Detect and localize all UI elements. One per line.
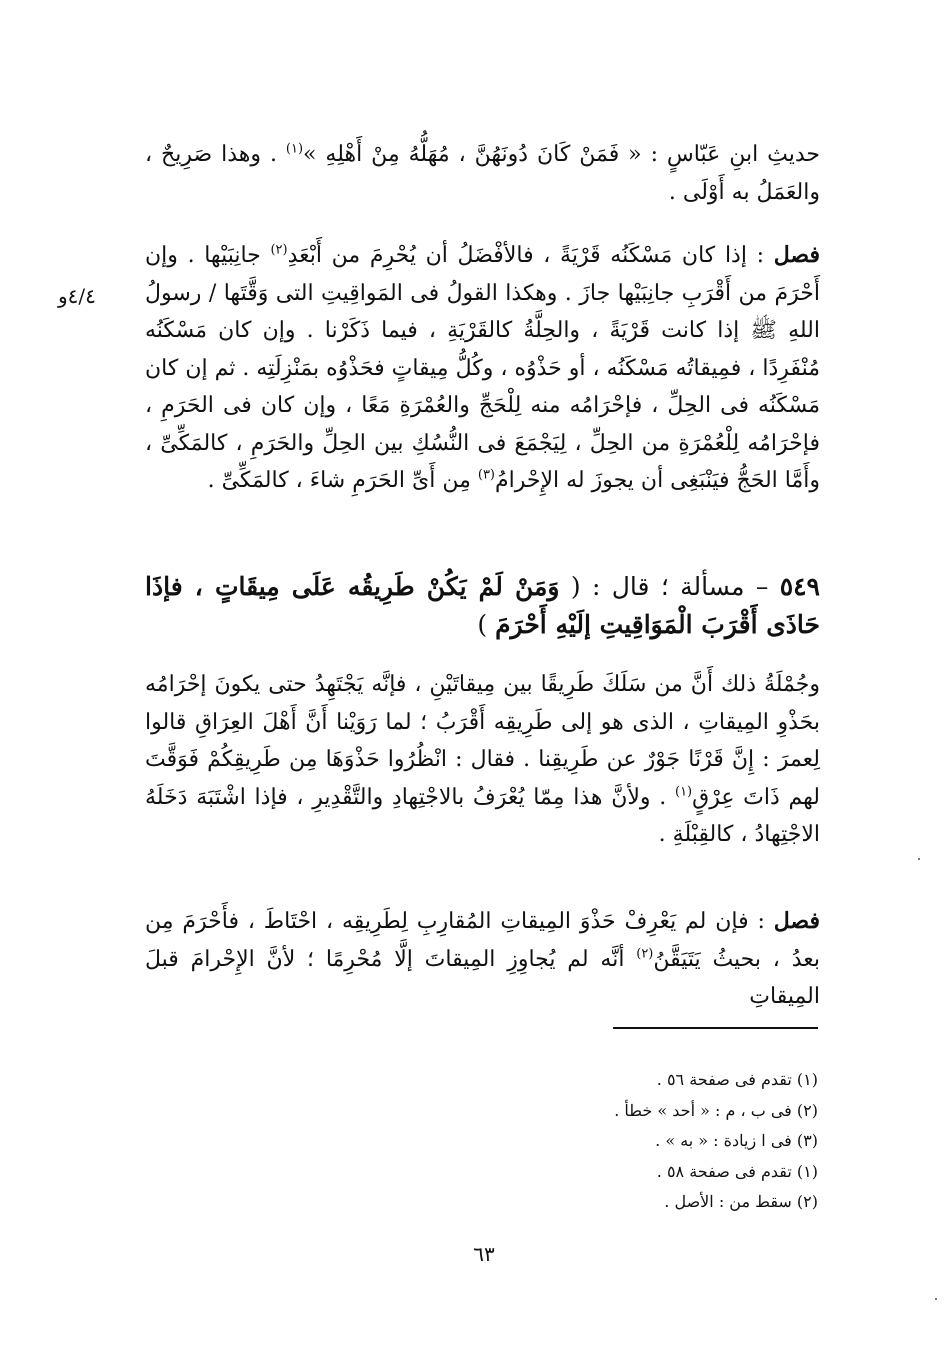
paragraph-text: جانِبَيْها . وإن أَحْرَمَ من أَقْرَبِ جانِبَيْها جازَ . وهكذا القولُ فى المَواقِيتِ التى وَقَّتَها / رسولُ اللهِ ﷺ إذا كانت قَرْيَةً ، والحِلَّةُ كالقَرْيَةِ ، فيما ذَكَرْنا . وإن كان مَسْكَنُه مُنْفَرِدًا ، فمِيقاتُه مَسْكَنُه ، أو حَذْوُه ، وكُلُّ مِيقاتٍ فحَذْوُه بمَنْزِلَتِه . ثم إن كان مَسْكَنُه فى الحِلِّ ، فإحْرَامُه منه لِلْحَجِّ والعُمْرَةِ مَعًا ، وإن كان فى الحَرَمِ ، فإحْرَامُه لِلْعُمْرَةِ من الحِلِّ ، لِيَجْمَعَ فى النُّسُكِ بين الحِلِّ والحَرَمِ ، كالمَكِّىِّ ، وأَمَّا الحَجُّ فيَنْبَغِى أن يجوزَ له الإِحْرامُ	[145, 243, 820, 493]
footnote-item: (١) تقدم فى صفحة ٥٦ .	[656, 1070, 818, 1089]
footnote-ref: (١)	[285, 141, 304, 157]
margin-folio-note: ٤/٤و	[58, 284, 96, 308]
footnote-ref: (٢)	[270, 242, 288, 258]
paragraph-text: مِن أَىِّ الحَرَمِ شاءَ ، كالمَكِّىِّ .	[207, 468, 478, 493]
footnote-ref: (١)	[674, 784, 693, 800]
paragraph-text: أنَّه لم يُجاوِزِ المِيقاتَ إلَّا مُحْرِمًا ؛ لأنَّ الإِحْرامَ قبلَ المِيقاتِ	[145, 946, 820, 1009]
section-label-fasl: فصل	[773, 908, 820, 934]
footnote-item: (١) تقدم فى صفحة ٥٨ .	[656, 1161, 818, 1181]
section-label-fasl: فصل	[773, 242, 820, 268]
paragraph-fasl-miqat	[145, 903, 820, 1016]
footnote-separator	[613, 1027, 818, 1029]
paragraph-text: حديثِ ابنِ عَبّاسٍ : « فَمَنْ كَانَ دُونَهُنَّ ، مُهَلُّهُ مِنْ أَهْلِهِ »	[303, 142, 820, 167]
paragraph-ibn-abbas	[145, 136, 820, 211]
footnote-ref: (٢)	[636, 946, 654, 962]
scan-speck	[918, 858, 920, 860]
masala-quote: وَمَنْ لَمْ يَكُنْ طَرِيقُه عَلَى مِيقَاتٍ ، فإذَا حَاذَى أَقْرَبَ الْمَوَاقِيتِ إلَيْهِ أَحْرَمَ	[145, 572, 820, 639]
footnotes	[418, 1065, 818, 1218]
page-number: ٦٣	[473, 1242, 495, 1266]
footnote-item: (٢) سقط من : الأصل .	[664, 1192, 818, 1211]
masala-close: )	[477, 610, 496, 639]
footnote-item: (٢) فى ب ، م : « أحد » خطأ .	[614, 1100, 818, 1120]
masala-number: ٥٤٩	[779, 572, 820, 601]
paragraph-text: . وهذا صَرِيحٌ ، والعَمَلُ به أَوْلَى .	[145, 142, 820, 205]
footnote-item: (٣) فى ا زيادة : « به » .	[655, 1131, 818, 1150]
paragraph-text: : فإن لم يَعْرِفْ حَذْوَ المِيقاتِ المُقارِبِ لِطَرِيقِه ، احْتَاطَ ، فأَحْرَمَ مِن بعدُ ، بحيثُ يَتَيَقَّنُ	[145, 909, 820, 972]
scan-speck	[935, 1298, 937, 1300]
masala-intro: – مسألة ؛ قال : (	[559, 572, 780, 601]
footnote-ref: (٣)	[477, 467, 495, 483]
masala-heading	[145, 568, 820, 644]
paragraph-jumla	[145, 666, 820, 854]
paragraph-text: وجُمْلَةُ ذلك أَنَّ من سَلَكَ طَرِيقًا بين مِيقاتَيْنِ ، فإنَّه يَجْتَهِدُ حتى يكونَ إحْرَامُه بحَذْوِ المِيقاتِ ، الذى هو إلى طَرِيقِه أَقْرَبُ ؛ لما رَوَيْنا أَنَّ أَهْلَ العِرَاقِ قالوا لِعمرَ : إِنَّ قَرْنًا جَوْرٌ عن طَرِيقِنا . فقال : انْظُرُوا حَذْوَهَا مِن طَرِيقِكُمْ فَوَقَّتَ لهم ذَاتَ عِرْقٍ	[145, 672, 821, 810]
paragraph-fasl-village	[145, 237, 820, 500]
paragraph-text: : إذا كان مَسْكَنُه قَرْيَةً ، فالأفْضَلُ أن يُحْرِمَ من أَبْعَدِ	[287, 243, 774, 268]
paragraph-text: . ولأنَّ هذا مِمّا يُعْرَفُ بالاجْتِهادِ والتَّقْدِيرِ ، فإذا اشْتَبَهَ دَخَلَهُ الاجْتِهادُ ، كالقِبْلَةِ .	[145, 784, 820, 847]
